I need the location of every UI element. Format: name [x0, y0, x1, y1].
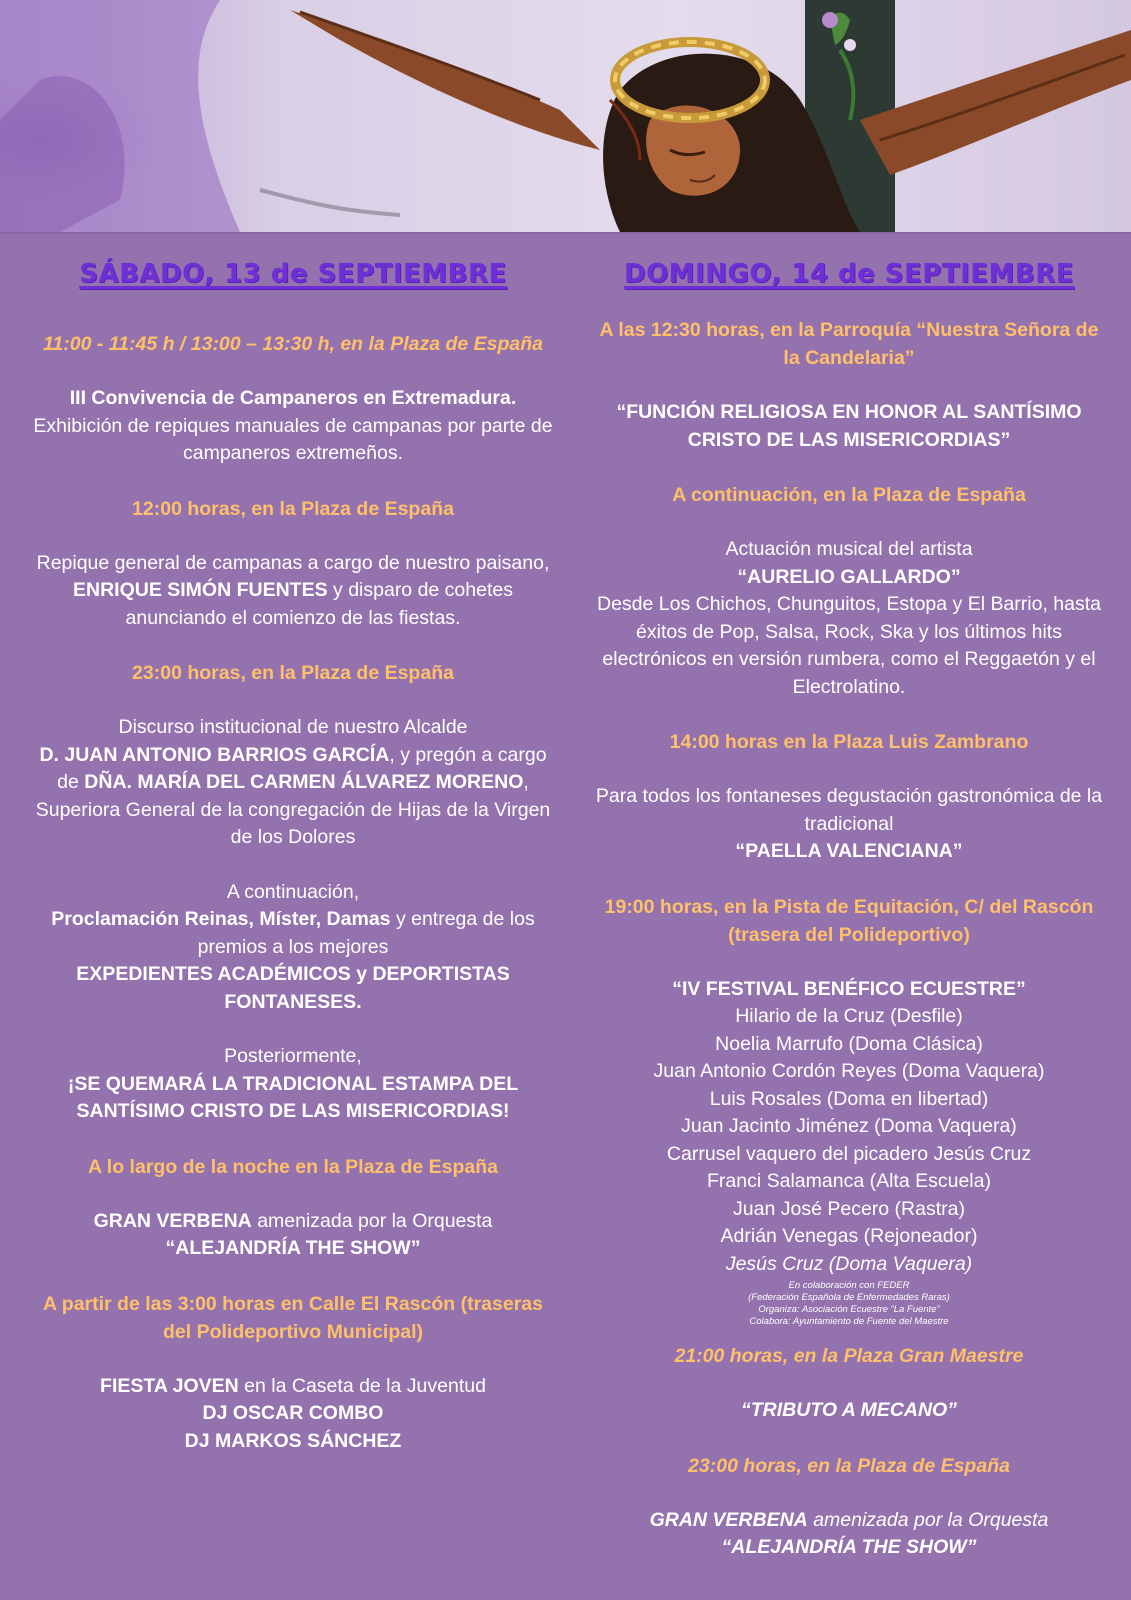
event-description: A continuación, Proclamación Reinas, Míster, Damas y entrega de los premios a los mejores EXPEDIENTES ACADÉMICOS y DEPORTISTAS FONTANESES.: [51, 880, 535, 1013]
event-time: A lo largo de la noche en la Plaza de España: [88, 1155, 498, 1178]
credit-line: Organiza: Asociación Ecuestre “La Fuente”: [758, 1304, 940, 1315]
event-time: 11:00 - 11:45 h / 13:00 – 13:30 h, en la Plaza de España: [42, 333, 544, 355]
event-time: 23:00 horas, en la Plaza de España: [132, 662, 454, 684]
rider-item: Noelia Marrufo (Doma Clásica): [715, 1032, 983, 1055]
event-time: 12:00 horas, en la Plaza de España: [132, 497, 454, 520]
event-time: A partir de las 3:00 horas en Calle El Rascón (traseras del Polideportivo Municipal): [43, 1292, 543, 1343]
event-time: 19:00 horas, en la Pista de Equitación, C/ del Rascón (trasera del Polideportivo): [604, 895, 1094, 946]
event-time: 23:00 horas, en la Plaza de España: [688, 1454, 1010, 1477]
event-description: FIESTA JOVEN en la Caseta de la Juventud DJ OSCAR COMBO DJ MARKOS SÁNCHEZ: [100, 1374, 486, 1452]
rider-item: Carrusel vaquero del picadero Jesús Cruz: [666, 1142, 1032, 1165]
rider-item: Franci Salamanca (Alta Escuela): [707, 1170, 991, 1192]
saturday-title: SÁBADO, 13 de SEPTIEMBRE: [79, 259, 507, 289]
rider-item: Juan Antonio Cordón Reyes (Doma Vaquera): [653, 1060, 1045, 1082]
sunday-title: DOMINGO, 14 de SEPTIEMBRE: [623, 259, 1074, 289]
event-description: GRAN VERBENA amenizada por la Orquesta “ALEJANDRÍA THE SHOW”: [649, 1508, 1049, 1558]
event-time: 14:00 horas en la Plaza Luis Zambrano: [669, 731, 1029, 753]
event-description: “FUNCIÓN RELIGIOSA EN HONOR AL SANTÍSIMO CRISTO DE LAS MISERICORDIAS”: [616, 401, 1082, 451]
festival-title: “IV FESTIVAL BENÉFICO ECUESTRE”: [672, 977, 1026, 1000]
rider-item: Hilario de la Cruz (Desfile): [735, 1005, 963, 1027]
rider-item: Juan Jacinto Jiménez (Doma Vaquera): [681, 1115, 1017, 1137]
event-description: Discurso institucional de nuestro Alcalde D. JUAN ANTONIO BARRIOS GARCÍA, y pregón a cargo de DÑA. MARÍA DEL CARMEN ÁLVAREZ MORENO, Superiora General de la congregación de Hijas de la Virgen de los Dolores: [35, 716, 551, 848]
credit-line: En colaboración con FEDER: [788, 1280, 910, 1291]
header-artwork: [0, 0, 1131, 234]
event-description: III Convivencia de Campaneros en Extremadura. Exhibición de repiques manuales de campanas por parte de campaneros extremeños.: [33, 387, 553, 464]
event-description: Posteriormente, ¡SE QUEMARÁ LA TRADICIONAL ESTAMPA DEL SANTÍSIMO CRISTO DE LAS MISERICORDIAS!: [67, 1045, 519, 1122]
event-time: 21:00 horas, en la Plaza Gran Maestre: [674, 1345, 1024, 1367]
credit-line: Colabora: Ayuntamiento de Fuente del Maestre: [749, 1316, 949, 1327]
event-description: GRAN VERBENA amenizada por la Orquesta “ALEJANDRÍA THE SHOW”: [93, 1209, 493, 1259]
saturday-column: [28, 232, 558, 1455]
rider-item: Jesús Cruz (Doma Vaquera): [725, 1252, 973, 1275]
rider-item: Adrián Venegas (Rejoneador): [720, 1225, 978, 1247]
crucifix-painting: [0, 0, 1131, 232]
event-description: Para todos los fontaneses degustación gastronómica de la tradicional “PAELLA VALENCIANA”: [595, 785, 1103, 862]
sunday-column: [590, 232, 1108, 1562]
rider-item: Luis Rosales (Doma en libertad): [709, 1087, 989, 1110]
event-time: A las 12:30 horas, en la Parroquía “Nuestra Señora de la Candelaria”: [599, 319, 1099, 369]
event-description: “TRIBUTO A MECANO”: [741, 1399, 957, 1421]
event-time: A continuación, en la Plaza de España: [672, 484, 1026, 506]
rider-item: Juan José Pecero (Rastra): [733, 1197, 965, 1220]
event-description: Repique general de campanas a cargo de nuestro paisano, ENRIQUE SIMÓN FUENTES y disparo de cohetes anunciando el comienzo de las fiestas.: [36, 551, 550, 629]
credit-line: (Federación Española de Enfermedades Raras): [748, 1292, 950, 1303]
event-description: Actuación musical del artista “AURELIO GALLARDO” Desde Los Chichos, Chunguitos, Estopa y El Barrio, hasta éxitos de Pop, Salsa, Rock, Ska y los últimos hits electrónicos en versión rumbera, como el Reggaetón y el Electrolatino.: [596, 538, 1102, 698]
